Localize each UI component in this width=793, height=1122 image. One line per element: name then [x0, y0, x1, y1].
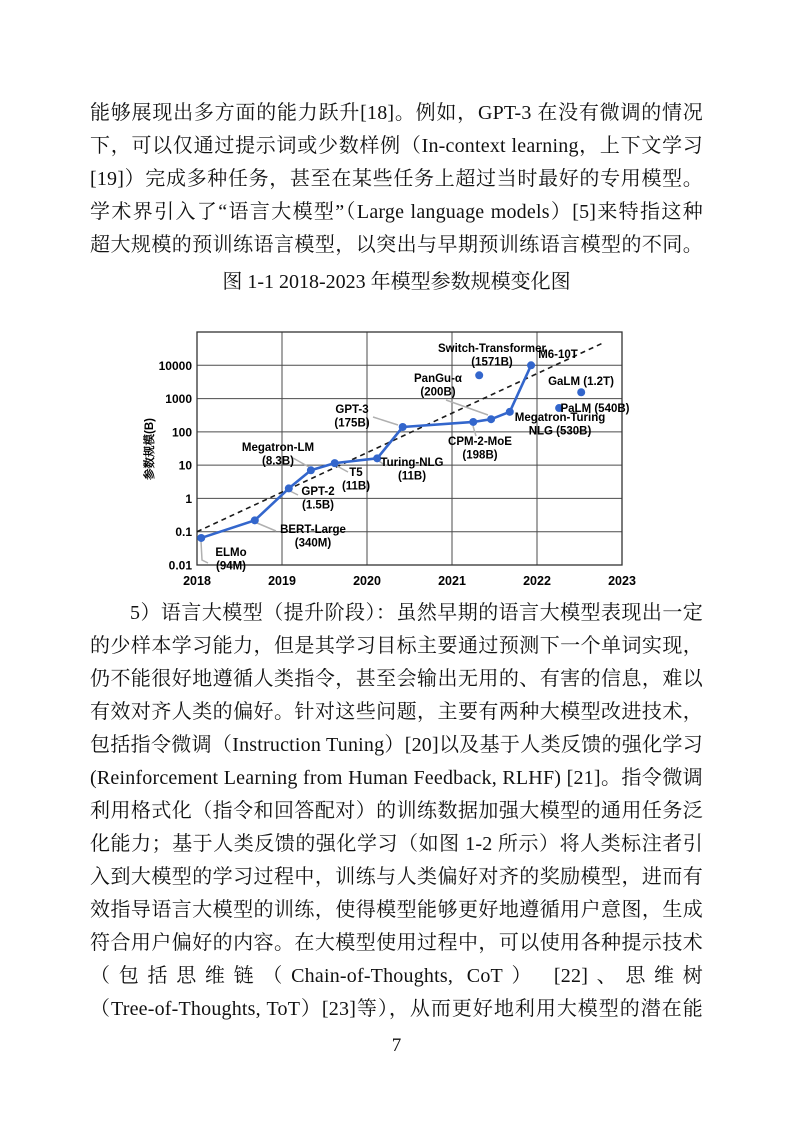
label-leader-line [293, 458, 309, 467]
y-axis-tick-label: 0.1 [175, 525, 192, 540]
label-leader-line [373, 417, 398, 425]
text-line: 下，可以仅通过提示词或少数样例（In-context learning，上下文学习 [90, 135, 703, 157]
point-label-bert-large: BERT-Large (340M) [280, 524, 346, 550]
point-label-cpm-2-moe: CPM-2-MoE (198B) [448, 436, 512, 462]
point-label-gpt-2: GPT-2 (1.5B) [301, 486, 335, 512]
data-point-t5 [331, 459, 339, 467]
x-axis-tick-label: 2021 [438, 574, 466, 588]
text-line: （Tree-of-Thoughts, ToT）[23]等），从而更好地利用大模型的潜在能 [90, 998, 703, 1020]
point-label-t5: T5 (11B) [341, 467, 371, 493]
text-line: 效指导语言大模型的训练，使得模型能够更好地遵循用户意图，生成 [90, 899, 703, 921]
text-line: 5）语言大模型（提升阶段）：虽然早期的语言大模型表现出一定 [130, 602, 703, 624]
text-line: 包括指令微调（Instruction Tuning）[20]以及基于人类反馈的强化学习 [90, 734, 703, 756]
y-axis-tick-label: 10 [178, 458, 192, 473]
x-axis-tick-label: 2019 [268, 574, 296, 588]
text-line: 学术界引入了“语言大模型”（Large language models）[5]来特指这种 [90, 201, 703, 223]
x-axis-tick-label: 2023 [608, 574, 636, 588]
data-point-switch-transformer [475, 371, 483, 379]
text-line: 利用格式化（指令和回答配对）的训练数据加强大模型的通用任务泛 [90, 800, 703, 822]
y-axis-tick-label: 0.01 [168, 558, 192, 573]
point-label-elmo: ELMo (94M) [215, 547, 247, 573]
data-point-galm [577, 388, 585, 396]
data-point-elmo [197, 534, 205, 542]
figure-1-1-parameter-scale-chart [140, 326, 705, 596]
label-leader-line [337, 466, 348, 472]
text-line: 的少样本学习能力，但是其学习目标主要通过预测下一个单词实现， [90, 635, 703, 657]
point-label-m6-10t: M6-10T [538, 349, 578, 361]
paragraph-body-text [90, 97, 703, 262]
x-axis-tick-label: 2022 [523, 574, 551, 588]
data-point-cpm-2-moe [469, 418, 477, 426]
data-point-megatron-lm [307, 466, 315, 474]
label-leader-line [257, 523, 276, 531]
y-axis-tick-label: 1000 [165, 392, 192, 407]
point-label-switch-transformer: Switch-Transformer (1571B) [438, 343, 546, 369]
data-point-gpt-3 [399, 423, 407, 431]
text-line: 能够展现出多方面的能力跃升[18]。例如，GPT-3 在没有微调的情况 [90, 102, 703, 124]
text-line: [19]）完成多种任务，甚至在某些任务上超过当时最好的专用模型。 [90, 168, 703, 190]
y-axis-tick-label: 10000 [158, 358, 192, 373]
text-line: （包括思维链（Chain-of-Thoughts, CoT） [22]、思维树 [90, 965, 703, 987]
text-line: 超大规模的预训练语言模型，以突出与早期预训练语言模型的不同。 [90, 234, 703, 256]
data-point-megatron-turing-nlg [506, 408, 514, 416]
point-label-megatron-turing-nlg: Megatron-Turing NLG (530B) [514, 412, 606, 438]
point-label-palm: PaLM (540B) [560, 403, 630, 415]
point-label-gpt-3: GPT-3 (175B) [334, 404, 370, 430]
text-line: 有效对齐人类的偏好。针对这些问题，主要有两种大模型改进技术， [90, 701, 703, 723]
text-line: (Reinforcement Learning from Human Feedback, RLHF) [21]。指令微调 [90, 767, 703, 789]
label-leader-line [201, 541, 208, 563]
data-point-gpt-2 [285, 484, 293, 492]
data-point-bert-large [251, 516, 259, 524]
text-line: 化能力；基于人类反馈的强化学习（如图 1-2 所示）将人类标注者引 [90, 833, 703, 855]
text-line: 仍不能很好地遵循人类指令，甚至会输出无用的、有害的信息，难以 [90, 668, 703, 690]
page-number: 7 [391, 1035, 402, 1056]
point-label-galm: GaLM (1.2T) [548, 376, 614, 388]
text-line: 入到大模型的学习过程中，训练与人类偏好对齐的奖励模型，进而有 [90, 866, 703, 888]
data-point-pangu- [487, 415, 495, 423]
y-axis-title: 参数规模(B) [144, 418, 156, 480]
parameter-scale-line-chart [140, 326, 705, 596]
x-axis-tick-label: 2018 [183, 574, 211, 588]
label-leader-line [473, 426, 476, 436]
data-point-m6-10t [527, 361, 535, 369]
figure-caption: 图 1-1 2018-2023 年模型参数规模变化图 [222, 271, 571, 293]
y-axis-tick-label: 100 [171, 425, 192, 440]
text-line: 符合用户偏好的内容。在大模型使用过程中，可以使用各种提示技术 [90, 932, 703, 954]
paragraph-body-text [90, 597, 703, 1026]
point-label-turing-nlg: Turing-NLG (11B) [380, 457, 444, 483]
point-label-pangu-: PanGu-α (200B) [414, 373, 462, 399]
x-axis-tick-label: 2020 [353, 574, 381, 588]
point-label-megatron-lm: Megatron-LM (8.3B) [241, 442, 315, 468]
y-axis-tick-label: 1 [185, 491, 192, 506]
